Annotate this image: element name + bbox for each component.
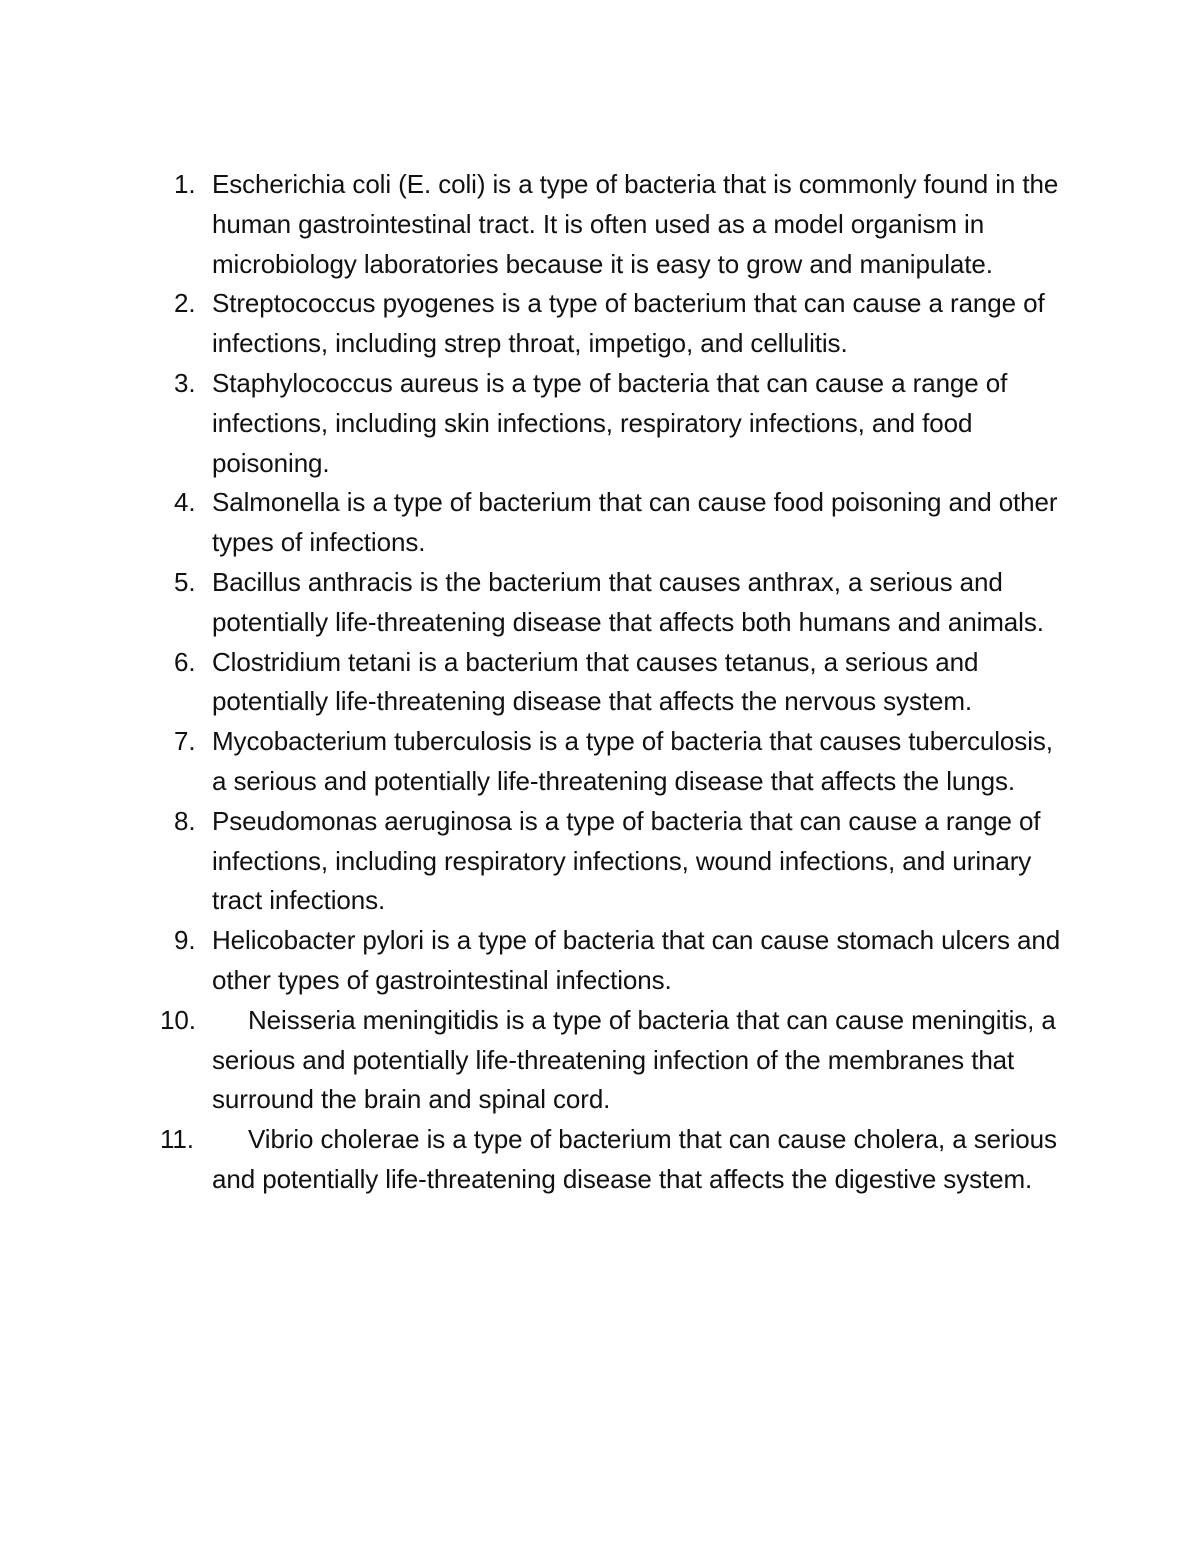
- list-item-text: Pseudomonas aeruginosa is a type of bacteria that can cause a range of infections, including respiratory infections, wound infections, and urinary tract infections.: [212, 805, 1041, 916]
- list-item-number: 3.: [174, 367, 196, 398]
- list-item-number: 9.: [174, 925, 196, 956]
- list-item-number: 11.: [160, 1124, 194, 1155]
- list-item-text: Neisseria meningitidis is a type of bacteria that can cause meningitis, a serious and potentially life-threatening infection of the membranes that surround the brain and spinal cord.: [212, 1004, 1056, 1115]
- list-item-number: 4.: [174, 487, 196, 518]
- list-item-number: 1.: [174, 169, 196, 199]
- list-item-number: 7.: [174, 726, 196, 757]
- list-item: [150, 921, 1070, 1001]
- list-item: [150, 563, 1070, 643]
- list-item-number: 5.: [174, 566, 196, 597]
- list-item-number: 8.: [174, 805, 196, 836]
- list-item: [150, 643, 1070, 723]
- list-item-text: Streptococcus pyogenes is a type of bacterium that can cause a range of infections, including strep throat, impetigo, and cellulitis.: [212, 288, 1045, 359]
- list-item: [150, 483, 1070, 563]
- list-item: [150, 802, 1070, 921]
- list-item: [150, 1001, 1070, 1120]
- list-item-text: Helicobacter pylori is a type of bacteria that can cause stomach ulcers and other types of gastrointestinal infections.: [212, 925, 1061, 995]
- list-item: [150, 722, 1070, 802]
- list-item-text: Clostridium tetani is a bacterium that causes tetanus, a serious and potentially life-threatening disease that affects the nervous system.: [212, 646, 979, 717]
- list-item-text: Bacillus anthracis is the bacterium that causes anthrax, a serious and potentially life-threatening disease that affects both humans and animals.: [212, 566, 1044, 637]
- list-item-number: 6.: [174, 646, 196, 677]
- list-item: [150, 284, 1070, 364]
- list-item-text: Escherichia coli (E. coli) is a type of bacteria that is commonly found in the human gastrointestinal tract. It is often used as a model organism in microbiology laboratories because it is easy to grow and manipulate.: [212, 169, 1059, 279]
- list-item-text: Salmonella is a type of bacterium that can cause food poisoning and other types of infections.: [212, 487, 1058, 558]
- list-item-text: Staphylococcus aureus is a type of bacteria that can cause a range of infections, including skin infections, respiratory infections, and food poisoning.: [212, 367, 1008, 478]
- list-item: [150, 165, 1070, 284]
- list-item-text: Mycobacterium tuberculosis is a type of bacteria that causes tuberculosis, a serious and potentially life-threatening disease that affects the lungs.: [212, 726, 1053, 796]
- list-item: [150, 1120, 1070, 1200]
- list-item-number: 2.: [174, 288, 196, 319]
- list-item-text: Vibrio cholerae is a type of bacterium that can cause cholera, a serious and potentially life-threatening disease that affects the digestive system.: [212, 1124, 1057, 1194]
- bacteria-list: [150, 165, 1070, 1200]
- list-item: [150, 364, 1070, 483]
- list-item-number: 10.: [160, 1004, 196, 1035]
